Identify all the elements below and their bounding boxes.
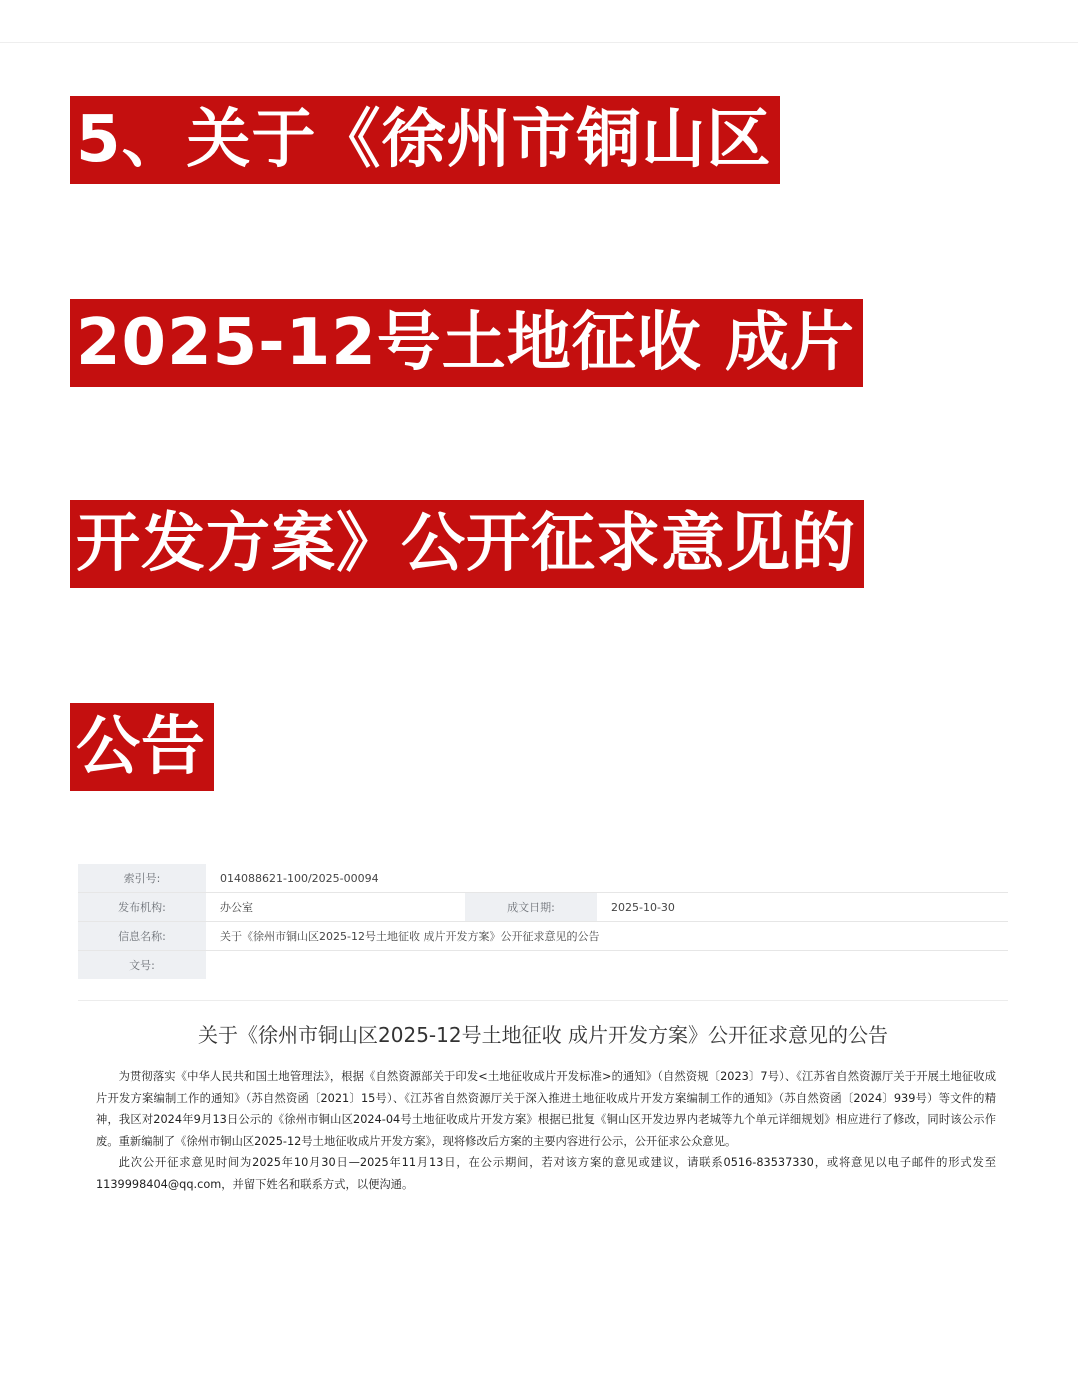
meta-row-doc-no [78, 951, 1008, 980]
doc-no-label: 文号: [78, 951, 206, 980]
section-divider [78, 1000, 1008, 1001]
body-paragraph-1: 为贯彻落实《中华人民共和国土地管理法》，根据《自然资源部关于印发<土地征收成片开发标准>的通知》（自然资规〔2023〕7号）、《江苏省自然资源厅关于开展土地征收成片开发方案编制工作的通知》（苏自然资函〔2021〕15号）、《江苏省自然资源厅关于深入推进土地征收成片开发方案编制工作的通知》（苏自然资函〔2024〕939号）等文件的精神，我区对2024年9月13日公示的《徐州市铜山区2024-04号土地征收成片开发方案》根据已批复《铜山区开发边界内老城等九个单元详细规划》相应进行了修改，同时该公示作废。重新编制了《徐州市铜山区2025-12号土地征收成片开发方案》，现将修改后方案的主要内容进行公示，公开征求公众意见。 [96, 1070, 996, 1148]
body-paragraph-2: 此次公开征求意见时间为2025年10月30日—2025年11月13日，在公示期间，若对该方案的意见或建议，请联系0516-83537330，或将意见以电子邮件的形式发至1139998404@qq.com，并留下姓名和联系方式，以便沟通。 [96, 1156, 996, 1191]
publisher-value: 办公室 [206, 893, 465, 922]
document-body [96, 1066, 996, 1196]
info-name-value: 关于《徐州市铜山区2025-12号土地征收 成片开发方案》公开征求意见的公告 [206, 922, 1008, 951]
date-value: 2025-10-30 [597, 893, 1008, 922]
document-metadata-table [78, 864, 1008, 979]
headline-line-4: 公告 [70, 703, 214, 791]
doc-no-value [206, 951, 1008, 980]
index-value: 014088621-100/2025-00094 [206, 864, 1008, 893]
meta-row-publisher [78, 893, 1008, 922]
meta-row-info-name [78, 922, 1008, 951]
headline-line-2: 2025-12号土地征收 成片 [70, 299, 863, 387]
date-label: 成文日期: [465, 893, 597, 922]
meta-row-index [78, 864, 1008, 893]
headline-line-1: 5、关于《徐州市铜山区 [70, 96, 780, 184]
publisher-label: 发布机构: [78, 893, 206, 922]
document-title: 关于《徐州市铜山区2025-12号土地征收 成片开发方案》公开征求意见的公告 [198, 1023, 888, 1047]
index-label: 索引号: [78, 864, 206, 893]
headline-line-3: 开发方案》公开征求意见的 [70, 500, 864, 588]
top-divider [0, 42, 1078, 43]
info-name-label: 信息名称: [78, 922, 206, 951]
